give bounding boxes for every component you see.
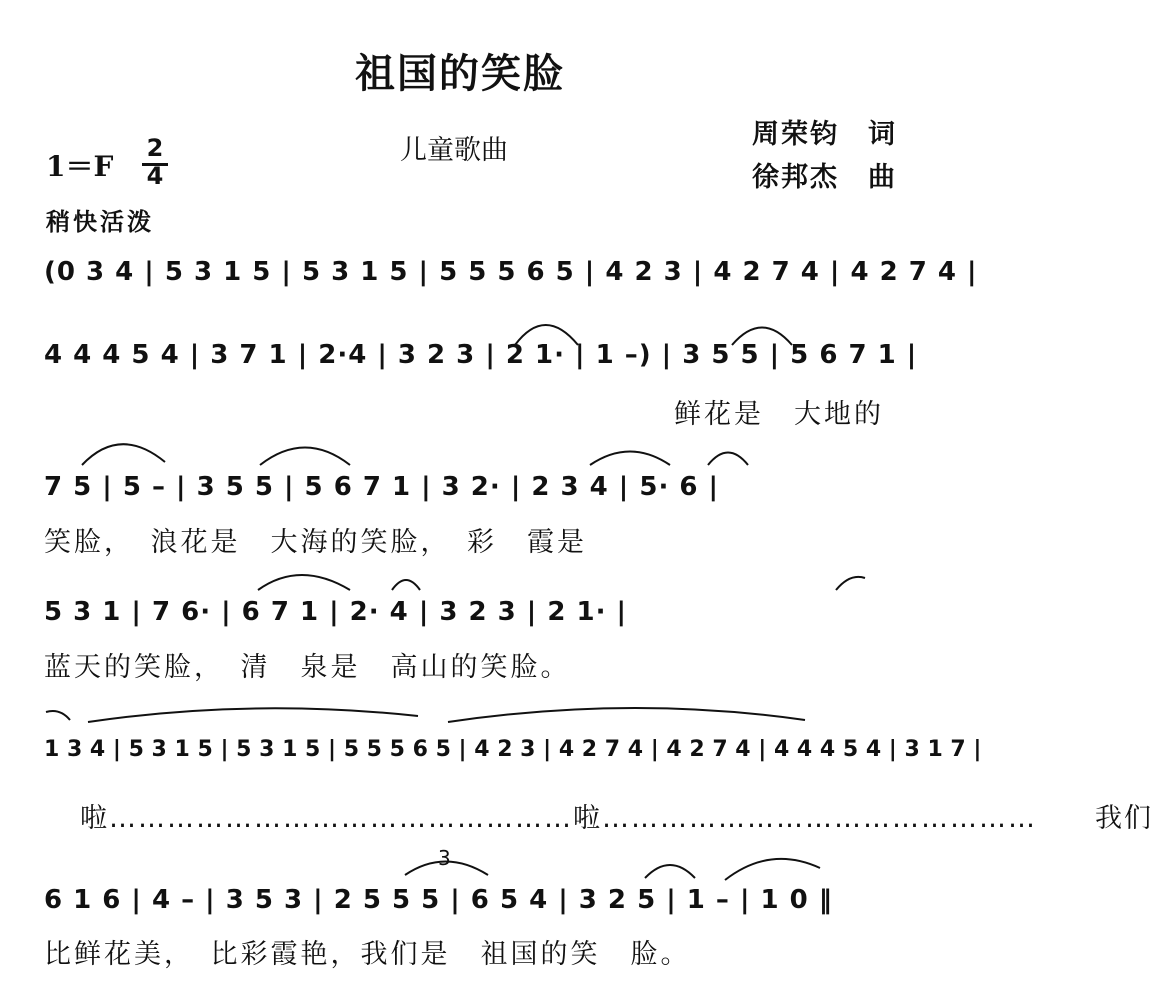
notation-system-6: 6 1 6 | 4 – | 3 5 3 | 2 5 5 5 | 6 5 4 | 3 2 5 | 1 – | 1 0 ‖ xyxy=(44,885,833,915)
notation-system-5: 1 3 4 | 5 3 1 5 | 5 3 1 5 | 5 5 5 6 5 | 4 2 3 | 4 2 7 4 | 4 2 7 4 | 4 4 4 5 4 | 3 1 7 | xyxy=(44,737,982,762)
tempo-marking: 稍快活泼 xyxy=(46,208,154,236)
slur-15 xyxy=(725,859,820,880)
key-signature: 1＝F xyxy=(46,150,114,183)
lyrics-line-2: 笑脸， 浪花是 大海的笑脸， 彩 霞是 xyxy=(44,527,587,558)
slur-7 xyxy=(258,575,350,590)
notation-system-4: 5 3 1 | 7 6· | 6 7 1 | 2· 4 | 3 2 3 | 2 1· | xyxy=(44,597,628,627)
lyrics-line-3: 蓝天的笑脸， 清 泉是 高山的笑脸。 xyxy=(44,652,571,683)
interlude-word-2: 啦 xyxy=(573,803,602,834)
slur-12 xyxy=(448,708,805,722)
slur-10 xyxy=(46,711,70,720)
lyrics-line-5: 比鲜花美， 比彩霞艳，我们是 祖国的笑 脸。 xyxy=(44,939,691,970)
notation-system-1: (0 3 4 | 5 3 1 5 | 5 3 1 5 | 5 5 5 6 5 | 4 2 3 | 4 2 7 4 | 4 2 7 4 | xyxy=(44,257,978,287)
genre-subtitle: 儿童歌曲 xyxy=(400,135,508,166)
notation-system-2: 4 4 4 5 4 | 3 7 1 | 2·4 | 3 2 3 | 2 1· | 1 –) | 3 5 5 | 5 6 7 1 | xyxy=(44,340,918,370)
interlude-line: 啦…………………………………………啦……………………………………… 我们 xyxy=(80,803,1153,834)
lyricist-credit: 周荣钧 词 xyxy=(752,119,897,150)
time-signature-bottom: 4 xyxy=(146,162,164,190)
slur-3 xyxy=(82,444,165,465)
slur-5 xyxy=(590,452,670,466)
slur-9 xyxy=(836,577,865,590)
slur-14 xyxy=(645,865,695,878)
notation-system-3: 7 5 | 5 – | 3 5 5 | 5 6 7 1 | 3 2· | 2 3 4 | 5· 6 | xyxy=(44,472,720,502)
slur-6 xyxy=(708,453,748,466)
time-signature-top: 2 xyxy=(146,134,164,162)
slur-8 xyxy=(392,580,420,590)
composer-credit: 徐邦杰 曲 xyxy=(752,162,897,193)
triplet-number: 3 xyxy=(438,846,451,870)
lyrics-line-4: 我们 xyxy=(1095,803,1153,834)
slur-11 xyxy=(88,708,418,722)
interlude-word-1: 啦 xyxy=(80,803,109,834)
song-title: 祖国的笑脸 xyxy=(355,51,565,97)
slur-4 xyxy=(260,448,350,466)
lyrics-line-1: 鲜花是 大地的 xyxy=(674,399,884,430)
